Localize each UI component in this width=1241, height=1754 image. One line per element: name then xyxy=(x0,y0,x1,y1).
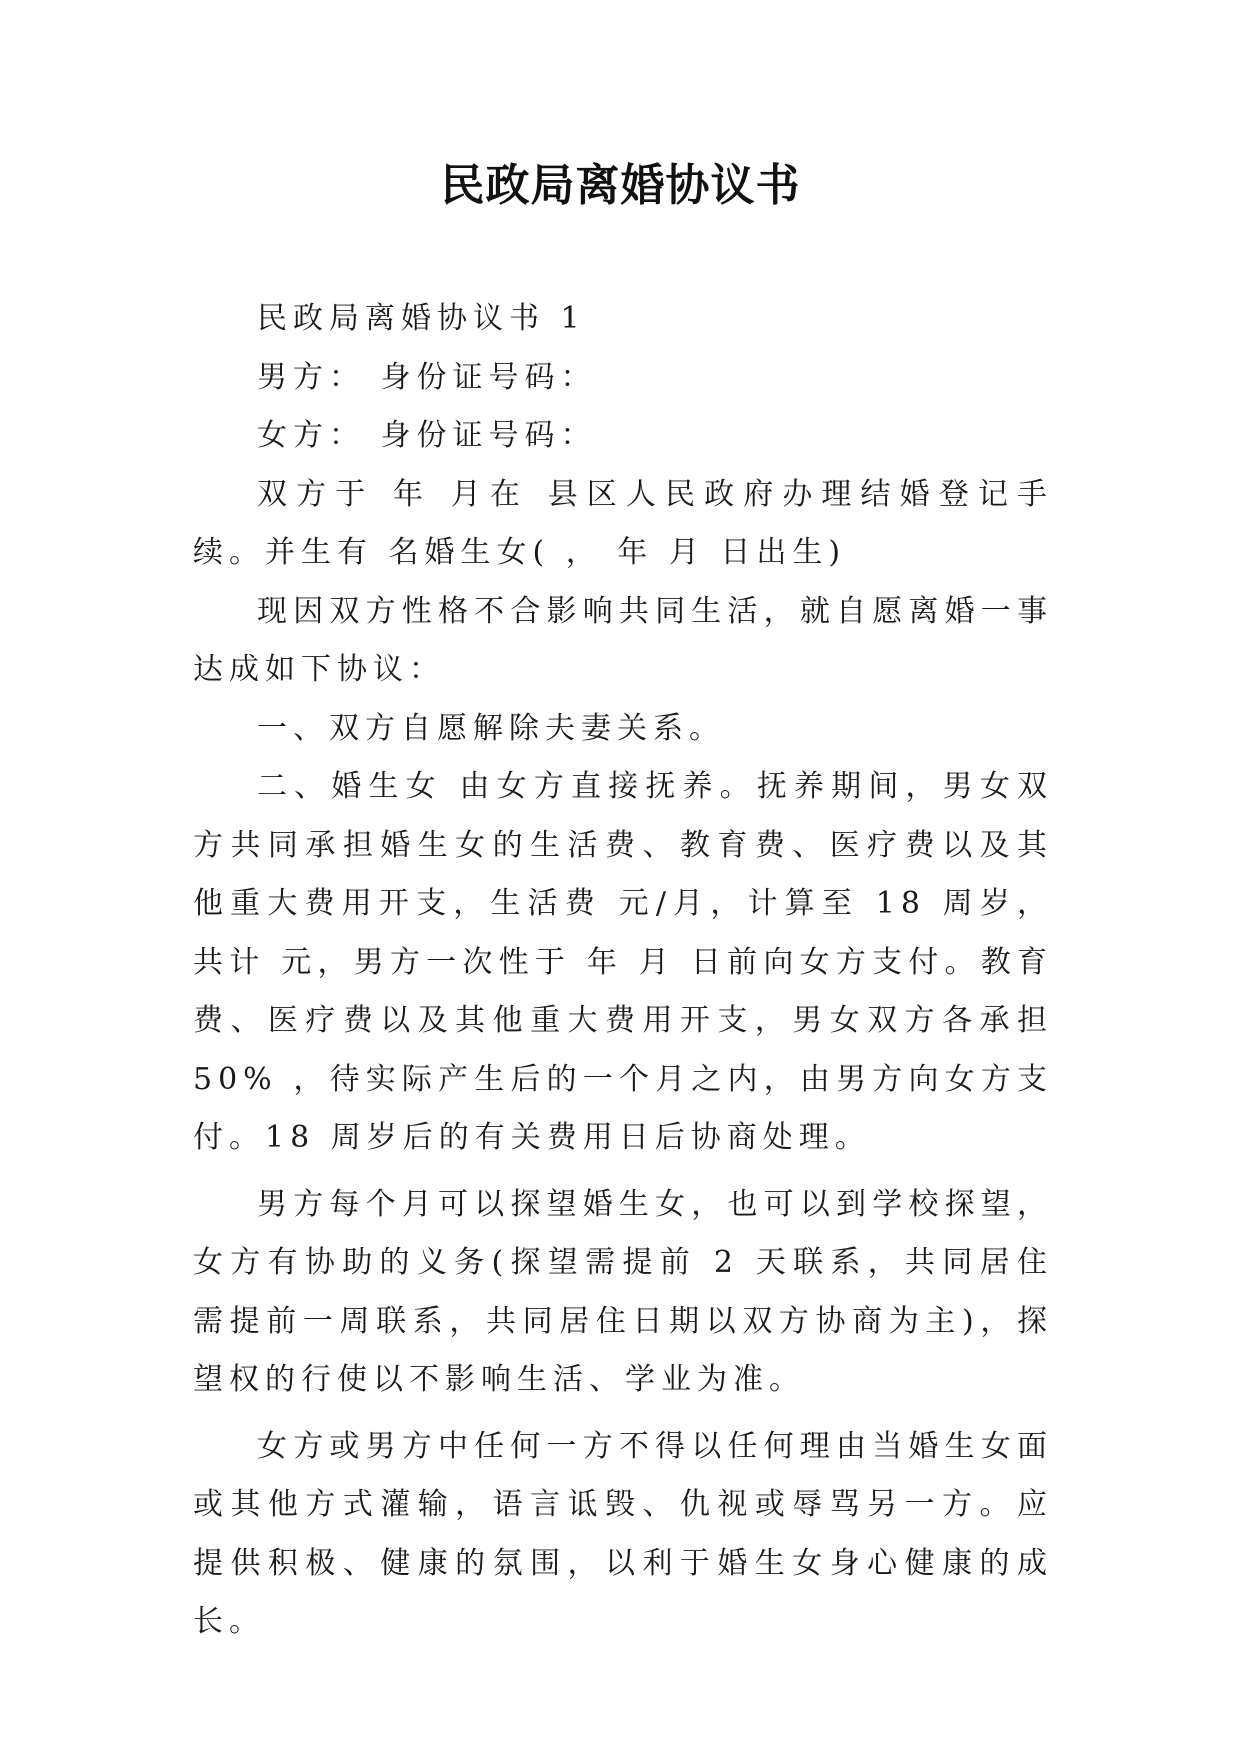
paragraph-conduct: 女方或男方中任何一方不得以任何理由当婚生女面或其他方式灌输，语言诋毁、仇视或辱骂另一方。应提供积极、健康的氛围，以利于婚生女身心健康的成长。 xyxy=(193,1428,1053,1639)
paragraph-marriage-registration: 双方于 年 月在 县区人民政府办理结婚登记手续。并生有 名婚生女( ， 年 月 日出生) xyxy=(193,476,1053,570)
paragraph-clause-two: 二、婚生女 由女方直接抚养。抚养期间，男女双方共同承担婚生女的生活费、教育费、医疗费以及其他重大费用开支，生活费 元/月，计算至 18 周岁，共计 元，男方一次性于 年 月 日前向女方支付。教育费、医疗费以及其他重大费用开支，男女双方各承担 50% ，待实际产生后的一个月之内，由男方向女方支付。18 周岁后的有关费用日后协商处理。 xyxy=(193,769,1053,1155)
paragraph-heading: 民政局离婚协议书 1 xyxy=(257,301,586,336)
paragraph-female-party: 女方： 身份证号码： xyxy=(257,418,597,453)
paragraph-reason: 现因双方性格不合影响共同生活，就自愿离婚一事达成如下协议： xyxy=(193,593,1053,687)
document-body xyxy=(193,290,1053,1652)
document-title: 民政局离婚协议书 xyxy=(440,160,801,211)
paragraph-male-party: 男方： 身份证号码： xyxy=(257,359,597,395)
paragraph-visitation: 男方每个月可以探望婚生女，也可以到学校探望，女方有协助的义务(探望需提前 2 天联系，共同居住需提前一周联系，共同居住日期以双方协商为主)，探望权的行使以不影响生活、学业为准。 xyxy=(193,1186,1053,1397)
paragraph-clause-one: 一、双方自愿解除夫妻关系。 xyxy=(257,710,725,746)
